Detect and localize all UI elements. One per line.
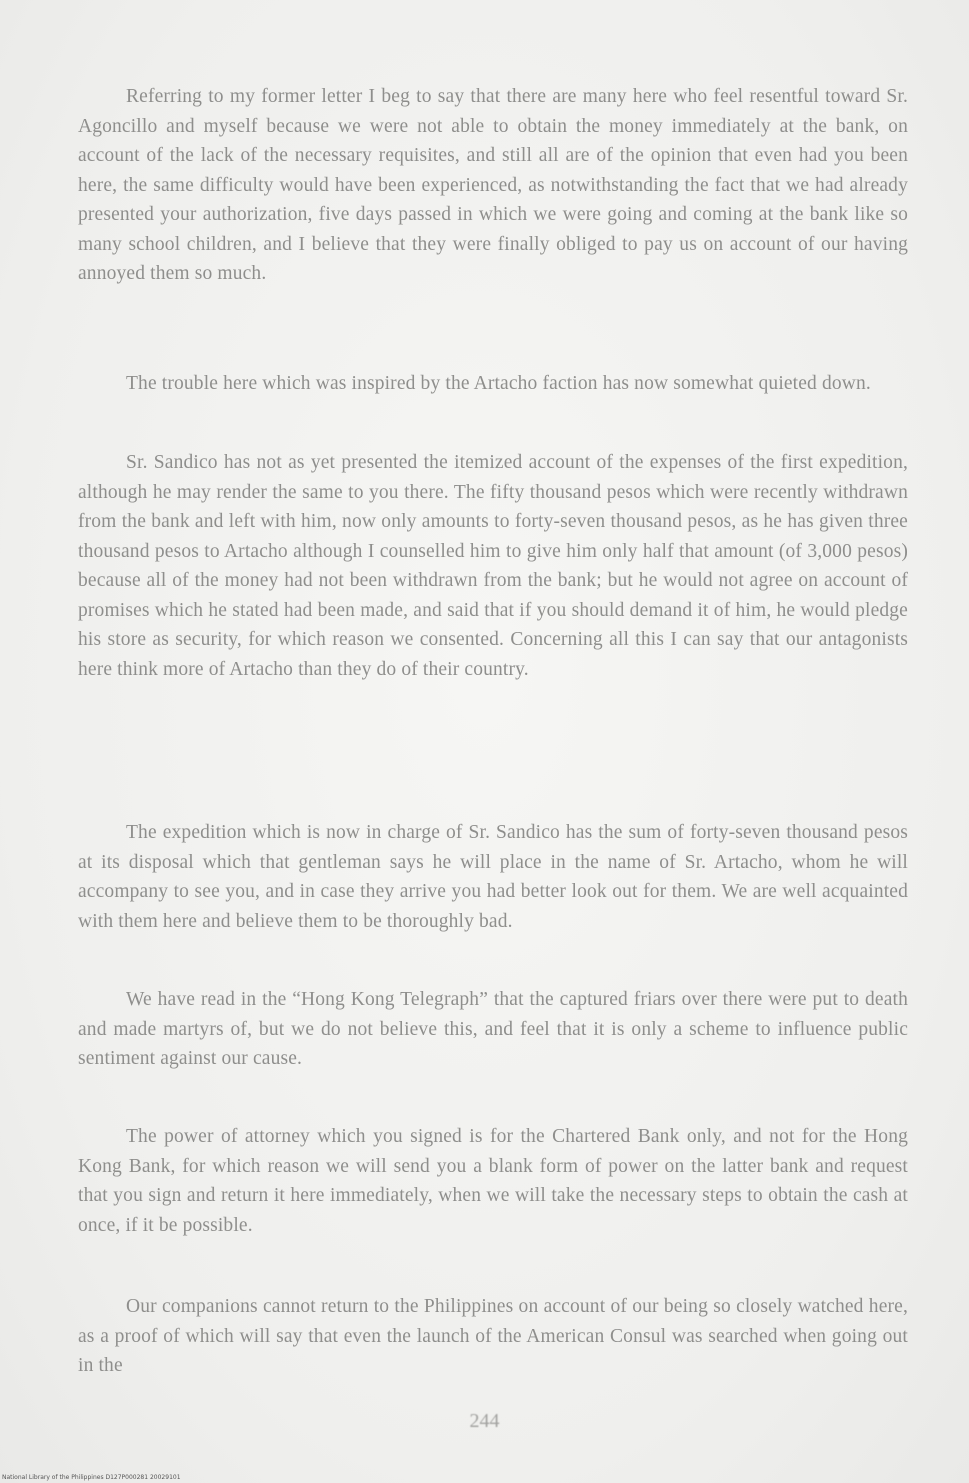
paragraph-2 <box>78 369 908 399</box>
paragraph-text: The power of attorney which you signed is for the Chartered Bank only, and not for the Hong Kong Bank, for which reason we will send you a blank form of power on the latter bank and request that you sign and return it here immediately, when we will take the necessary steps to obtain the cash at once, if it be possible. <box>78 1126 908 1236</box>
paragraph-text: The trouble here which was inspired by the Artacho faction has now somewhat quieted down. <box>126 373 871 394</box>
paragraph-4 <box>78 818 908 936</box>
paragraph-text: The expedition which is now in charge of Sr. Sandico has the sum of forty-seven thousand pesos at its disposal which that gentleman says he will place in the name of Sr. Artacho, whom he will accompany to see you, and in case they arrive you had better look out for them. We are well acquainted with them here and believe them to be thoroughly bad. <box>78 822 908 932</box>
paragraph-7 <box>78 1292 908 1381</box>
paragraph-3 <box>78 448 908 684</box>
paragraph-5 <box>78 985 908 1074</box>
paragraph-6 <box>78 1122 908 1240</box>
paragraph-text: Sr. Sandico has not as yet presented the itemized account of the expenses of the first expedition, although he may render the same to you there. The fifty thousand pesos which were recently withdrawn from the bank and left with him, now only amounts to forty-seven thousand pesos, as he has given three thousand pesos to Artacho although I counselled him to give him only half that amount (of 3,000 pesos) because all of the money had not been withdrawn from the bank; but he would not agree on account of promises which he stated had been made, and said that if you should demand it of him, he would pledge his store as security, for which reason we consented. Concerning all this I can say that our antagonists here think more of Artacho than they do of their country. <box>78 452 908 680</box>
paragraph-text: Referring to my former letter I beg to say that there are many here who feel resentful toward Sr. Agoncillo and myself because we were not able to obtain the money immediately at the bank, on account of the lack of the necessary requisites, and still all are of the opinion that even had you been here, the same difficulty would have been experienced, as notwithstanding the fact that we had already presented your authorization, five days passed in which we were going and coming at the bank like so many school children, and I believe that they were finally obliged to pay us on account of our having annoyed them so much. <box>78 86 908 284</box>
footer-credit: National Library of the Philippines D127P000281 20029101 <box>2 1474 181 1481</box>
paragraph-1 <box>78 82 908 289</box>
paragraph-text: We have read in the “Hong Kong Telegraph” that the captured friars over there were put to death and made martyrs of, but we do not believe this, and feel that it is only a scheme to influence public sentiment against our cause. <box>78 989 908 1069</box>
paragraph-text: Our companions cannot return to the Philippines on account of our being so closely watched here, as a proof of which will say that even the launch of the American Consul was searched when going out in the <box>78 1296 908 1376</box>
page-number: 244 <box>469 1410 500 1432</box>
